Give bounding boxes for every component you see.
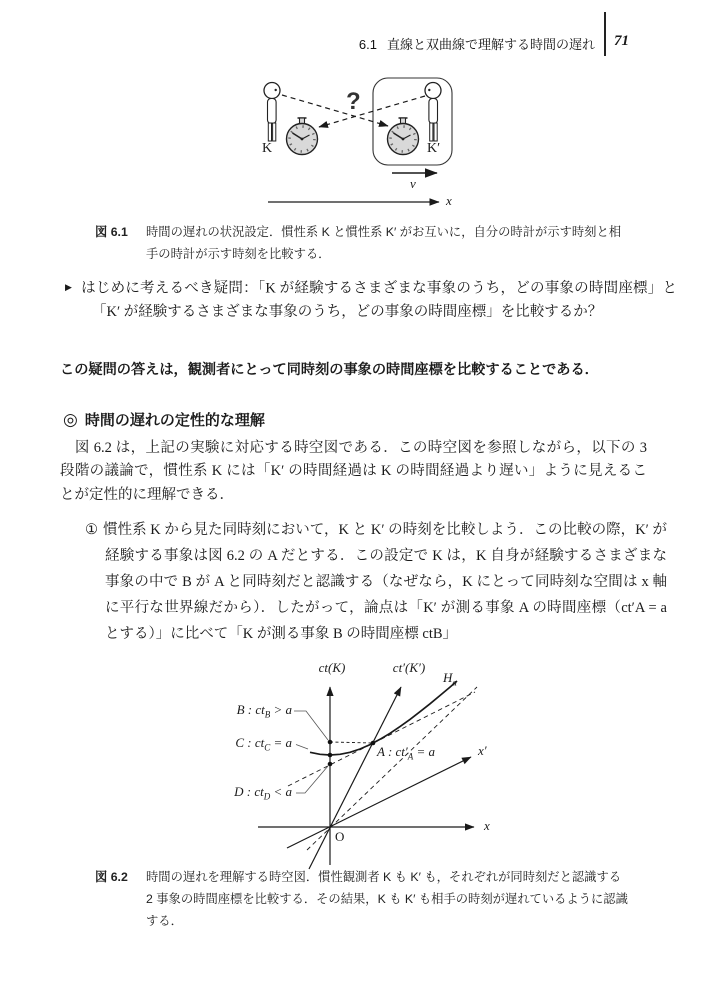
xprime-axis-label: x′ <box>478 743 487 758</box>
running-head <box>359 34 595 53</box>
velocity-label: v <box>410 176 416 191</box>
ctprime-axis-label: ct′(K′) <box>392 660 426 675</box>
section-number: 6.1 <box>358 37 377 52</box>
question-mark: ? <box>346 88 361 115</box>
spacetime-diagram <box>195 660 505 872</box>
section-title: 直線と双曲線で理解する時間の遅れ <box>386 37 595 52</box>
caption-text: 時間の遅れを理解する時空図．慣性観測者 K も K′ も，それぞれが同時刻だと認識する 2 事象の時間座標を比較する．その結果，K も K′ も相手の時刻が遅れているように認識する． <box>146 870 628 928</box>
double-circle-icon: ◎ <box>63 409 78 429</box>
hyperbola-label: $H_a$ <box>443 670 457 688</box>
figure-6-2 <box>195 660 505 872</box>
caption-tag: 図 6.1 <box>95 225 128 239</box>
event-b-label: B : $ct_B > a$ <box>236 702 292 720</box>
clock-kprime-icon <box>388 118 419 155</box>
origin-label: O <box>335 829 345 844</box>
clock-k-icon <box>287 118 318 155</box>
figure-6-2-caption <box>95 866 630 932</box>
step-1-paragraph <box>85 517 667 647</box>
page-number: 71 <box>614 33 629 49</box>
observer-k-figure <box>264 83 280 142</box>
frame-k-label: K <box>262 141 273 156</box>
triangle-bullet-icon: ▶ <box>65 282 73 292</box>
intro-paragraph: 図 6.2 は，上記の実験に対応する時空図である．この時空図を参照しながら，以下の 3 段階の議論で，慣性系 K には「K′ の時間経過は K の時間経過より遅い」ように見えることが定性的に理解できる． <box>60 440 647 503</box>
x-axis-label: x <box>484 818 490 833</box>
figure-6-1-caption <box>95 221 630 265</box>
figure-6-1 <box>240 75 470 217</box>
event-d-label: D : $ct_D < a$ <box>234 784 292 802</box>
circled-one-icon: ① <box>85 522 99 538</box>
answer-line: この疑問の答えは，観測者にとって同時刻の事象の時間座標を比較することである． <box>60 362 599 378</box>
ct-axis-label: ct(K) <box>318 660 346 675</box>
x-axis-label: x <box>446 193 452 208</box>
event-a-label: A : $ct'_A = a$ <box>377 744 436 762</box>
event-c-label: C : $ct_C = a$ <box>235 735 292 753</box>
subsection-title: 時間の遅れの定性的な理解 <box>84 412 265 429</box>
caption-text: 時間の遅れの状況設定．慣性系 K と慣性系 K′ がお互いに，自分の時計が示す時刻と相手の時計が示す時刻を比較する． <box>146 225 622 261</box>
subsection-heading <box>63 409 265 430</box>
question-paragraph <box>65 276 677 324</box>
step-1-text: 慣性系 K から見た同時刻において，K と K′ の時刻を比較しよう．この比較の際，K′ が経験する事象は図 6.2 の A だとする．この設定で K は，K 自身が経験するさまざまな事象の中で B が A と同時刻だと認識する（なぜなら，K にとって同時刻な空間は x 軸に平行な世界線だから）．したがって，論点は「K′ が測る事象 A の時間座標（ct′A = a とする）」に比べて「K が測る事象 B の時間座標 ctB」 <box>103 522 668 642</box>
header-rule <box>604 12 606 56</box>
frame-kprime-label: K′ <box>427 141 441 156</box>
question-text: はじめに考えるべき疑問：「K が経験するさまざまな事象のうち，どの事象の時間座標」と「K′ が経験するさまざまな事象のうち，どの事象の時間座標」を比較するか？ <box>81 280 678 320</box>
caption-tag: 図 6.2 <box>95 870 128 884</box>
observer-kprime-figure <box>425 83 441 142</box>
